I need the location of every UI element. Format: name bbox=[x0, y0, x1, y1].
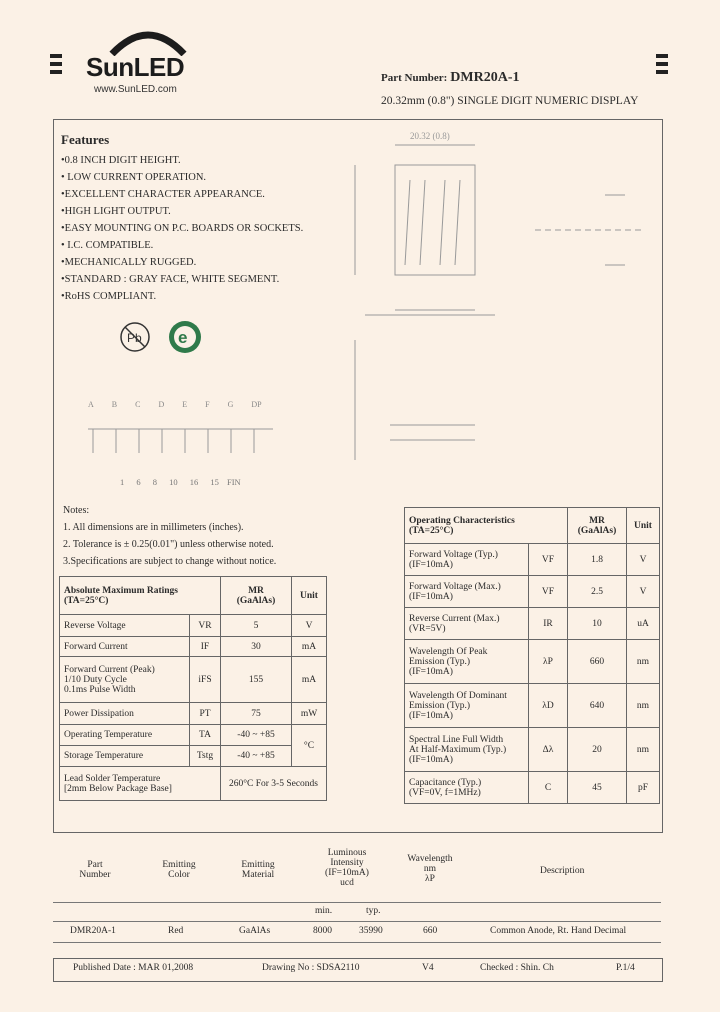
pin-g: G bbox=[227, 400, 234, 409]
value: 45 bbox=[568, 772, 627, 804]
footer-version: V4 bbox=[422, 963, 434, 973]
symbol: Δλ bbox=[529, 728, 568, 772]
table-row bbox=[60, 615, 327, 637]
symbol: iFS bbox=[190, 657, 221, 703]
symbol: Tstg bbox=[190, 746, 221, 767]
selection-header-color: Emitting Color bbox=[162, 860, 196, 880]
value: 640 bbox=[568, 684, 627, 728]
unit: V bbox=[627, 544, 660, 576]
pin-num: 1 bbox=[120, 477, 125, 487]
pin-num: FIN bbox=[227, 477, 241, 487]
feature-item: •EASY MOUNTING ON P.C. BOARDS OR SOCKETS. bbox=[61, 223, 304, 234]
pin-d: D bbox=[158, 400, 165, 409]
note-item: 1. All dimensions are in millimeters (inches). bbox=[63, 522, 244, 533]
pin-dp: DP bbox=[251, 400, 262, 409]
symbol: λD bbox=[529, 684, 568, 728]
svg-text:Pb: Pb bbox=[127, 331, 142, 345]
value: 10 bbox=[568, 608, 627, 640]
unit: nm bbox=[627, 728, 660, 772]
unit: pF bbox=[627, 772, 660, 804]
feature-item: •RoHS COMPLIANT. bbox=[61, 291, 157, 302]
param: Operating Temperature bbox=[60, 725, 190, 746]
rohs-e-icon bbox=[166, 318, 204, 356]
left-margin-bars bbox=[50, 54, 62, 78]
param: Wavelength Of Peak Emission (Typ.) (IF=10mA) bbox=[405, 640, 529, 684]
row-part: DMR20A-1 bbox=[70, 926, 116, 936]
selection-header-description: Description bbox=[540, 866, 585, 876]
notes-title: Notes: bbox=[63, 505, 90, 516]
pin-b: B bbox=[111, 400, 118, 409]
row-typ: 35990 bbox=[359, 926, 383, 936]
unit: uA bbox=[627, 608, 660, 640]
pin-num: 16 bbox=[189, 477, 199, 487]
table-row bbox=[60, 767, 327, 801]
param: Forward Current bbox=[60, 637, 190, 657]
feature-item: • I.C. COMPATIBLE. bbox=[61, 240, 154, 251]
symbol: VF bbox=[529, 544, 568, 576]
symbol: VR bbox=[190, 615, 221, 637]
footer-page: P.1/4 bbox=[616, 963, 635, 973]
table-row bbox=[60, 746, 327, 767]
value: 30 bbox=[221, 637, 292, 657]
table-row bbox=[405, 640, 660, 684]
abs-max-table bbox=[59, 576, 327, 801]
table-row bbox=[60, 725, 327, 746]
op-char-col-unit: Unit bbox=[627, 508, 660, 544]
selection-divider-top bbox=[53, 902, 661, 903]
symbol: IR bbox=[529, 608, 568, 640]
feature-item: •0.8 INCH DIGIT HEIGHT. bbox=[61, 155, 181, 166]
feature-item: •HIGH LIGHT OUTPUT. bbox=[61, 206, 171, 217]
symbol: PT bbox=[190, 703, 221, 725]
param: Capacitance (Typ.) (VF=0V, f=1MHz) bbox=[405, 772, 529, 804]
part-number-line bbox=[381, 70, 520, 86]
unit: V bbox=[292, 615, 327, 637]
symbol: C bbox=[529, 772, 568, 804]
table-row bbox=[60, 657, 327, 703]
param: Lead Solder Temperature [2mm Below Package Base] bbox=[60, 767, 221, 801]
row-min: 8000 bbox=[313, 926, 332, 936]
product-subtitle: 20.32mm (0.8") SINGLE DIGIT NUMERIC DISPLAY bbox=[381, 95, 639, 107]
table-row bbox=[405, 728, 660, 772]
value: 1.8 bbox=[568, 544, 627, 576]
note-item: 3.Specifications are subject to change without notice. bbox=[63, 556, 277, 567]
selection-sub-typ: typ. bbox=[366, 906, 381, 916]
table-row bbox=[405, 544, 660, 576]
right-margin-bars bbox=[656, 54, 668, 78]
value: 5 bbox=[221, 615, 292, 637]
unit: mA bbox=[292, 657, 327, 703]
selection-header-intensity: Luminous Intensity (IF=10mA) ucd bbox=[325, 848, 369, 888]
pin-number-row bbox=[120, 477, 241, 487]
param: Forward Voltage (Typ.) (IF=10mA) bbox=[405, 544, 529, 576]
row-wavelength: 660 bbox=[423, 926, 438, 936]
pin-num: 10 bbox=[169, 477, 178, 487]
selection-sub-min: min. bbox=[315, 906, 333, 916]
pin-num: 8 bbox=[152, 477, 157, 487]
selection-divider-mid bbox=[53, 921, 661, 922]
footer-checked: Checked : Shin. Ch bbox=[480, 963, 554, 973]
part-number: DMR20A-1 bbox=[450, 70, 520, 85]
abs-max-header: Absolute Maximum Ratings (TA=25°C) bbox=[60, 577, 221, 615]
symbol: λP bbox=[529, 640, 568, 684]
unit: mA bbox=[292, 637, 327, 657]
feature-item: •EXCELLENT CHARACTER APPEARANCE. bbox=[61, 189, 265, 200]
abs-max-col-mr: MR (GaAlAs) bbox=[221, 577, 292, 615]
pb-free-icon bbox=[118, 320, 152, 354]
part-number-label: Part Number: bbox=[381, 72, 448, 84]
segment-circuit-diagram bbox=[88, 415, 278, 465]
value: -40 ~ +85 bbox=[221, 725, 292, 746]
value: 660 bbox=[568, 640, 627, 684]
pin-c: C bbox=[135, 400, 141, 409]
table-row bbox=[405, 772, 660, 804]
value: 75 bbox=[221, 703, 292, 725]
param: Power Dissipation bbox=[60, 703, 190, 725]
pin-num: 6 bbox=[136, 477, 141, 487]
row-color: Red bbox=[168, 926, 184, 936]
param: Storage Temperature bbox=[60, 746, 190, 767]
table-row bbox=[405, 608, 660, 640]
unit: V bbox=[627, 576, 660, 608]
svg-text:e: e bbox=[178, 328, 188, 347]
symbol: TA bbox=[190, 725, 221, 746]
pin-a: A bbox=[88, 400, 94, 409]
footer-published: Published Date : MAR 01,2008 bbox=[73, 963, 194, 973]
feature-item: • LOW CURRENT OPERATION. bbox=[61, 172, 207, 183]
package-dimension-drawing bbox=[335, 125, 655, 495]
value: 260°C For 3-5 Seconds bbox=[221, 767, 327, 801]
sunled-logo-arc bbox=[108, 22, 188, 56]
row-description: Common Anode, Rt. Hand Decimal bbox=[490, 926, 627, 936]
selection-header-part: Part Number bbox=[79, 860, 111, 880]
pin-f: F bbox=[205, 400, 210, 409]
unit: mW bbox=[292, 703, 327, 725]
pin-num: 15 bbox=[210, 477, 219, 487]
pin-e: E bbox=[182, 400, 188, 409]
selection-header-material: Emitting Material bbox=[241, 860, 275, 880]
footer-drawing: Drawing No : SDSA2110 bbox=[262, 963, 360, 973]
features-list bbox=[61, 152, 311, 305]
op-char-table bbox=[404, 507, 660, 804]
selection-header-wavelength: Wavelength nm λP bbox=[407, 854, 453, 884]
table-row bbox=[60, 637, 327, 657]
param: Forward Voltage (Max.) (IF=10mA) bbox=[405, 576, 529, 608]
param: Wavelength Of Dominant Emission (Typ.) (IF=10mA) bbox=[405, 684, 529, 728]
features-title: Features bbox=[61, 132, 110, 147]
width-dimension: 20.32 (0.8) bbox=[410, 131, 450, 141]
brand-url[interactable]: www.SunLED.com bbox=[94, 84, 177, 95]
table-row bbox=[405, 684, 660, 728]
param: Reverse Current (Max.) (VR=5V) bbox=[405, 608, 529, 640]
pin-labels-row bbox=[88, 400, 268, 409]
table-row bbox=[60, 703, 327, 725]
table-row bbox=[405, 576, 660, 608]
abs-max-col-unit: Unit bbox=[292, 577, 327, 615]
param: Forward Current (Peak) 1/10 Duty Cycle 0.1ms Pulse Width bbox=[60, 657, 190, 703]
param: Spectral Line Full Width At Half-Maximum (Typ.) (IF=10mA) bbox=[405, 728, 529, 772]
selection-row bbox=[53, 926, 661, 942]
unit: nm bbox=[627, 640, 660, 684]
selection-divider-bottom bbox=[53, 942, 661, 943]
value: 2.5 bbox=[568, 576, 627, 608]
symbol: IF bbox=[190, 637, 221, 657]
unit: nm bbox=[627, 684, 660, 728]
note-item: 2. Tolerance is ± 0.25(0.01") unless otherwise noted. bbox=[63, 539, 274, 550]
value: 155 bbox=[221, 657, 292, 703]
row-material: GaAlAs bbox=[239, 926, 271, 936]
feature-item: •MECHANICALLY RUGGED. bbox=[61, 257, 197, 268]
unit: °C bbox=[292, 725, 327, 767]
brand-logo: SunLED bbox=[86, 52, 185, 82]
op-char-header: Operating Characteristics (TA=25°C) bbox=[405, 508, 568, 544]
symbol: VF bbox=[529, 576, 568, 608]
value: -40 ~ +85 bbox=[221, 746, 292, 767]
param: Reverse Voltage bbox=[60, 615, 190, 637]
value: 20 bbox=[568, 728, 627, 772]
notes-block bbox=[63, 502, 363, 570]
feature-item: •STANDARD : GRAY FACE, WHITE SEGMENT. bbox=[61, 274, 280, 285]
op-char-col-mr: MR (GaAlAs) bbox=[568, 508, 627, 544]
